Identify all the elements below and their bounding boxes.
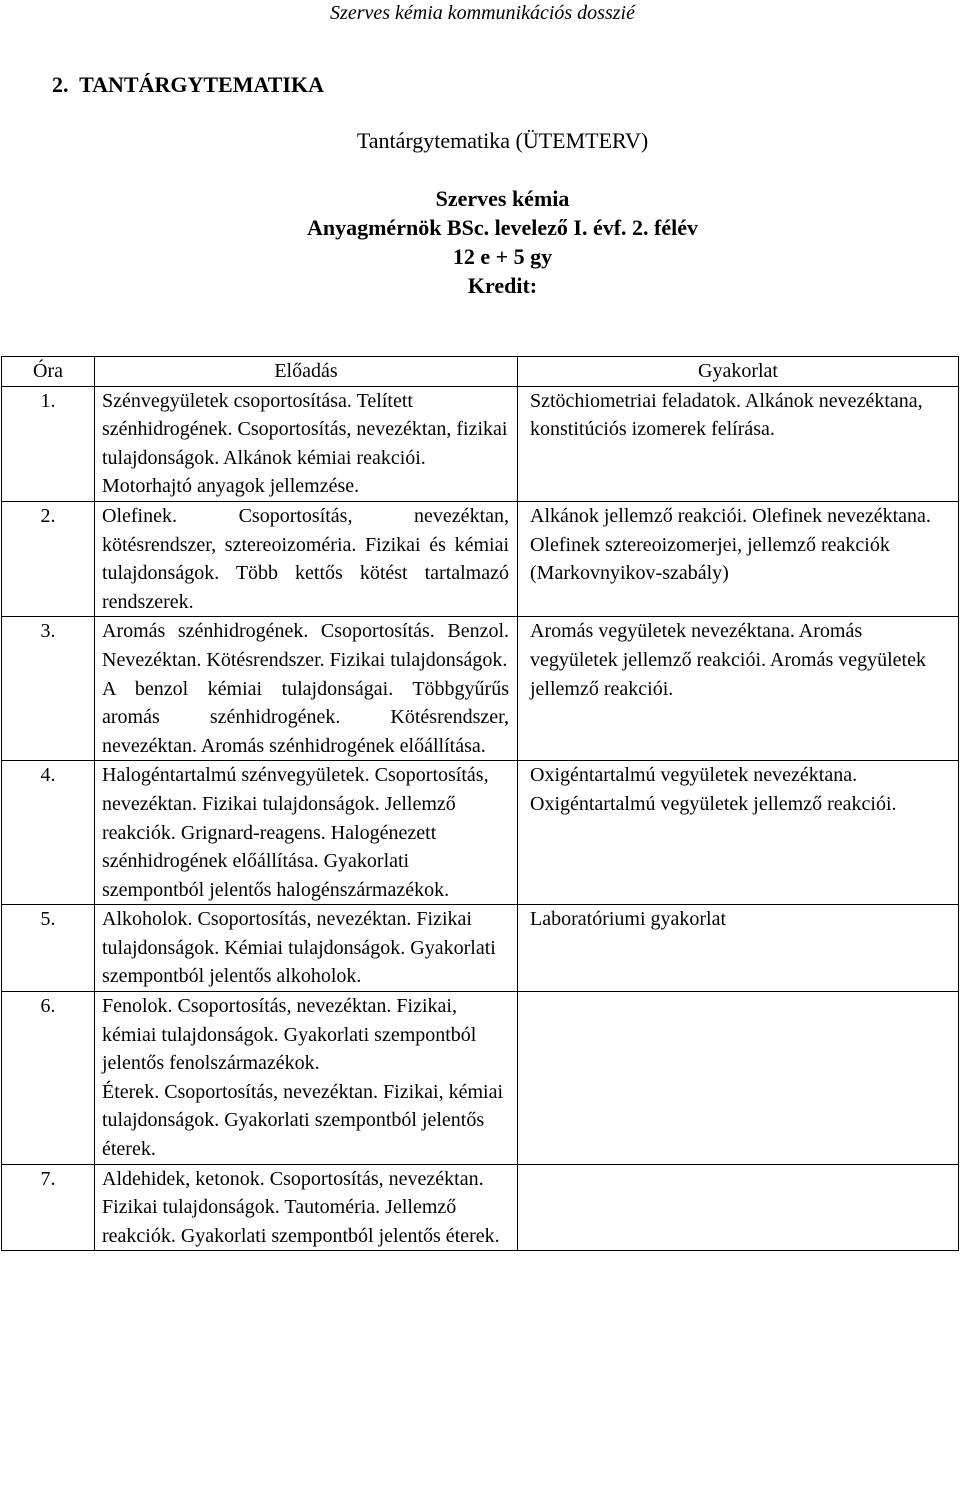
lecture-text-2: Éterek. Csoportosítás, nevezéktan. Fizikai, kémiai tulajdonságok. Gyakorlati szempontból jelentős éterek. [102, 1080, 503, 1161]
practice-cell [518, 1164, 959, 1251]
course-credit: Kredit: [467, 273, 538, 298]
lecture-text-2: A benzol kémiai tulajdonságai. Többgyűrűs aromás szénhidrogének. Kötésrendszer, nevezéktan. Aromás szénhidrogének előállítása. [102, 677, 509, 757]
table-row [2, 617, 959, 761]
table-row [2, 992, 959, 1165]
practice-cell: Alkánok jellemző reakciói. Olefinek nevezéktana. Olefinek sztereoizomerjei, jellemző reakciók (Markovnyikov-szabály) [518, 501, 959, 616]
course-program: Anyagmérnök BSc. levelező I. évf. 2. félév [306, 215, 699, 240]
practice-cell: Oxigéntartalmú vegyületek nevezéktana. Oxigéntartalmú vegyületek jellemző reakciói. [518, 761, 959, 905]
row-number: 3. [2, 617, 95, 761]
course-hours: 12 e + 5 gy [452, 244, 553, 269]
lecture-cell: Aldehidek, ketonok. Csoportosítás, nevezéktan. Fizikai tulajdonságok. Tautoméria. Jellemző reakciók. Gyakorlati szempontból jelentős éterek. [95, 1164, 518, 1251]
header-hour: Óra [2, 357, 95, 387]
row-number: 2. [2, 501, 95, 616]
row-number: 6. [2, 992, 95, 1165]
lecture-cell: Halogéntartalmú szénvegyületek. Csoportosítás, nevezéktan. Fizikai tulajdonságok. Jellemző reakciók. Grignard-reagens. Halogénezett szénhidrogének előállítása. Gyakorlati szempontból jelentős halogénszármazékok. [95, 761, 518, 905]
row-number: 1. [2, 386, 95, 501]
lecture-cell: Olefinek. Csoportosítás, nevezéktan, kötésrendszer, sztereoizoméria. Fizikai és kémiai tulajdonságok. Több kettős kötést tartalmazó rendszerek. [95, 501, 518, 616]
practice-cell: Aromás vegyületek nevezéktana. Aromás vegyületek jellemző reakciói. Aromás vegyületek jellemző reakciói. [518, 617, 959, 761]
practice-cell [518, 992, 959, 1165]
section-title: 2. TANTÁRGYTEMATIKA [52, 72, 324, 97]
table-row [2, 905, 959, 992]
lecture-cell [95, 617, 518, 761]
schedule-subtitle: Tantárgytematika (ÜTEMTERV) [356, 128, 649, 153]
course-info [0, 184, 960, 300]
table-row [2, 501, 959, 616]
dossier-title: Szerves kémia kommunikációs dosszié [330, 2, 635, 24]
header-lecture: Előadás [95, 357, 518, 387]
lecture-text: Fenolok. Csoportosítás, nevezéktan. Fizikai, kémiai tulajdonságok. Gyakorlati szempontból jelentős fenolszármazékok. [102, 995, 477, 1075]
practice-cell: Sztöchiometriai feladatok. Alkánok nevezéktana, konstitúciós izomerek felírása. [518, 386, 959, 501]
header-practice: Gyakorlat [518, 357, 959, 387]
table-row [2, 386, 959, 501]
table-row [2, 1164, 959, 1251]
practice-cell: Laboratóriumi gyakorlat [518, 905, 959, 992]
lecture-cell [95, 992, 518, 1165]
course-name: Szerves kémia [435, 186, 570, 211]
row-number: 5. [2, 905, 95, 992]
table-row [2, 761, 959, 905]
table-header-row [2, 357, 959, 387]
row-number: 4. [2, 761, 95, 905]
row-number: 7. [2, 1164, 95, 1251]
lecture-cell: Alkoholok. Csoportosítás, nevezéktan. Fizikai tulajdonságok. Kémiai tulajdonságok. Gyakorlati szempontból jelentős alkoholok. [95, 905, 518, 992]
schedule-table [1, 356, 959, 1251]
lecture-cell: Szénvegyületek csoportosítása. Telített szénhidrogének. Csoportosítás, nevezéktan, fizikai tulajdonságok. Alkánok kémiai reakciói. Motorhajtó anyagok jellemzése. [95, 386, 518, 501]
lecture-text: Aromás szénhidrogének. Csoportosítás. Benzol. Nevezéktan. Kötésrendszer. Fizikai tulajdonságok. [102, 620, 509, 671]
